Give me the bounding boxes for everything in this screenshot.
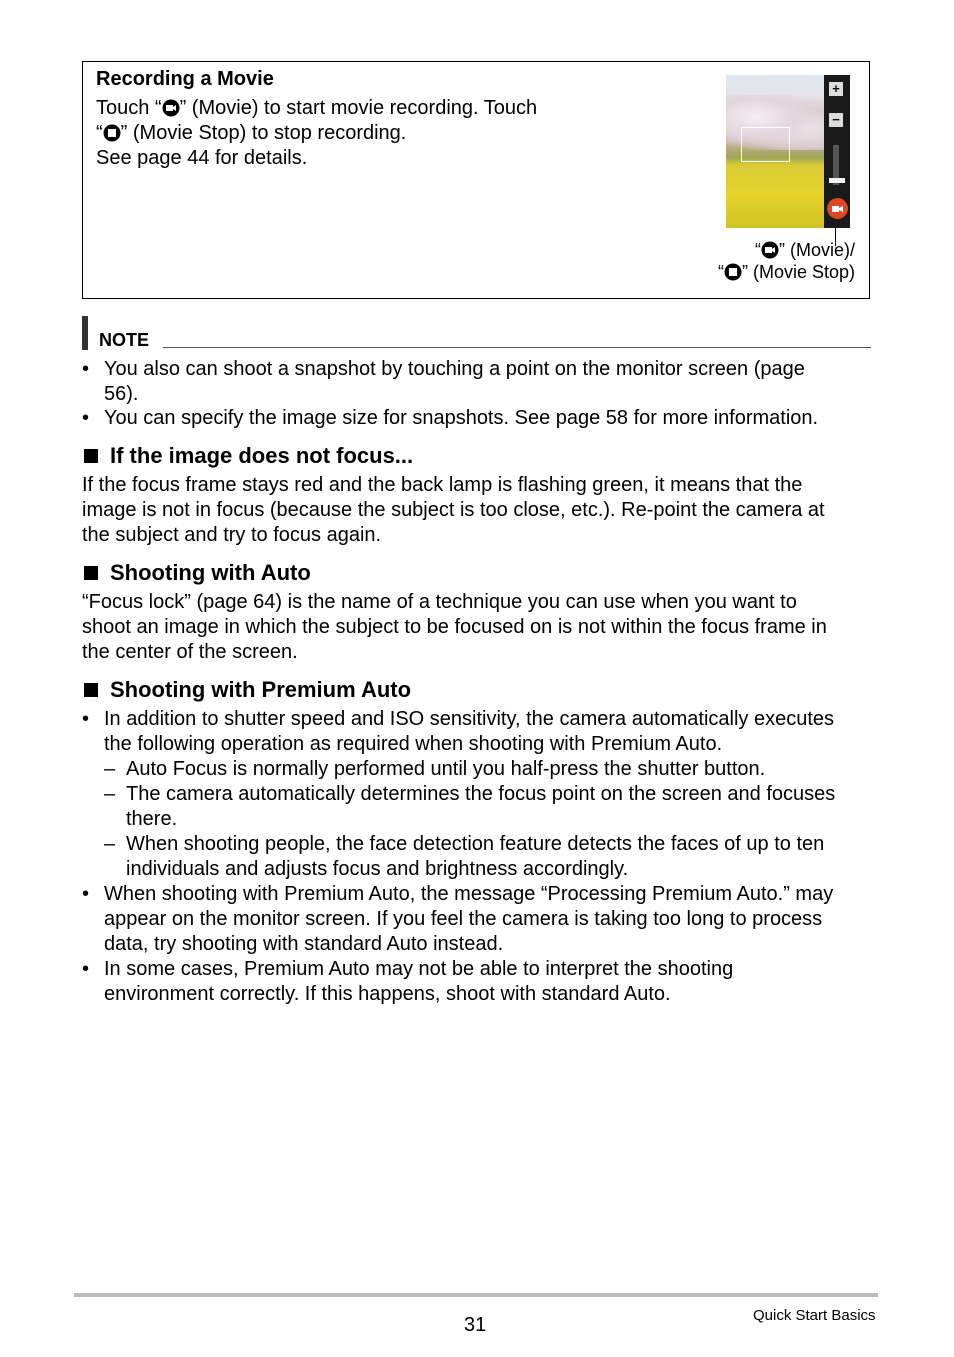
list-item: In some cases, Premium Auto may not be able to interpret the shooting	[104, 958, 734, 980]
auto-paragraph: “Focus lock” (page 64) is the name of a technique you can use when you want to shoot an image in which the subject to be focused on is not within the focus frame in the center of the screen.	[82, 591, 827, 663]
note-label: NOTE	[99, 330, 150, 350]
movie-record-button[interactable]	[827, 198, 848, 219]
note-list	[82, 357, 862, 457]
bullet: •	[82, 708, 90, 730]
dash: –	[104, 833, 116, 855]
list-item: 56).	[104, 383, 139, 405]
movie-stop-icon	[724, 263, 742, 281]
list-item: The camera automatically determines the focus point on the screen and focuses	[126, 783, 836, 805]
list-item: When shooting people, the face detection feature detects the faces of up to ten	[126, 833, 825, 855]
footer-divider	[74, 1293, 878, 1297]
premium-list	[82, 707, 872, 1017]
list-item: environment correctly. If this happens, shoot with standard Auto.	[104, 983, 671, 1005]
list-item: In addition to shutter speed and ISO sensitivity, the camera automatically executes	[104, 708, 835, 730]
recording-movie-box	[82, 61, 870, 299]
page-number: 31	[464, 1314, 487, 1336]
bullet: •	[82, 883, 90, 905]
zoom-in-button[interactable]: +	[829, 82, 843, 96]
list-item: the following operation as required when shooting with Premium Auto.	[104, 733, 723, 755]
bullet: •	[82, 958, 90, 980]
square-bullet-icon	[84, 566, 98, 580]
movie-stop-caption: “ ” (Movie Stop)	[717, 262, 855, 282]
premium-heading: Shooting with Premium Auto	[84, 677, 411, 703]
movie-camera-icon	[827, 198, 848, 219]
list-item: When shooting with Premium Auto, the message “Processing Premium Auto.” may	[104, 883, 834, 905]
list-item: Auto Focus is normally performed until you half-press the shutter button.	[126, 758, 766, 780]
list-item: You also can shoot a snapshot by touching a point on the monitor screen (page	[104, 358, 805, 380]
zoom-out-button[interactable]: −	[829, 113, 843, 127]
focus-frame	[741, 127, 790, 162]
movie-caption: “ ” (Movie)/	[755, 240, 855, 260]
focus-paragraph: If the focus frame stays red and the back lamp is flashing green, it means that the image is not in focus (because the subject is too close, etc.). Re-point the camera at the subject and try to focus again.	[82, 474, 825, 546]
bullet: •	[82, 358, 90, 380]
list-item: individuals and adjusts focus and brightness accordingly.	[126, 858, 629, 880]
movie-stop-icon	[103, 124, 121, 142]
dash: –	[104, 758, 116, 780]
list-item: there.	[126, 808, 178, 830]
dash: –	[104, 783, 116, 805]
section-name: Quick Start Basics	[753, 1307, 876, 1324]
note-divider	[163, 347, 871, 348]
list-item: You can specify the image size for snapshots. See page 58 for more information.	[104, 407, 819, 429]
focus-heading: If the image does not focus...	[84, 443, 413, 469]
recording-text: Touch “ ” (Movie) to start movie recording. Touch “ ” (Movie Stop) to stop recording. See page 44 for details.	[96, 97, 538, 169]
movie-icon	[162, 99, 180, 117]
list-item: data, try shooting with standard Auto instead.	[104, 933, 504, 955]
list-item: appear on the monitor screen. If you feel the camera is taking too long to process	[104, 908, 823, 930]
bullet: •	[82, 407, 90, 429]
zoom-slider-knob[interactable]	[829, 178, 845, 183]
recording-title: Recording a Movie	[96, 68, 274, 90]
square-bullet-icon	[84, 449, 98, 463]
auto-heading: Shooting with Auto	[84, 560, 311, 586]
camera-control-panel	[824, 75, 850, 228]
camera-screen-image	[726, 75, 850, 228]
movie-icon	[761, 241, 779, 259]
square-bullet-icon	[84, 683, 98, 697]
flower-field-photo	[726, 75, 824, 228]
note-marker	[82, 316, 88, 350]
